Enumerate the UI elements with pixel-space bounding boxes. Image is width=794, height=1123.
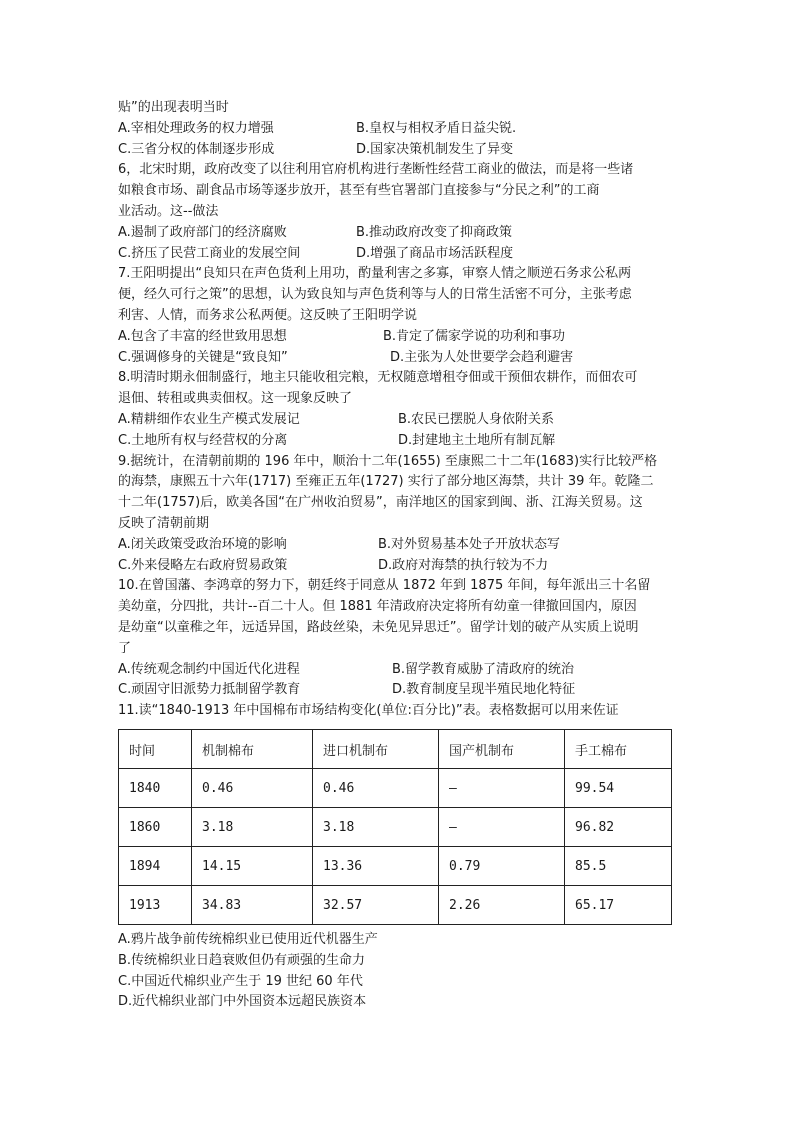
q11-option-d: D.近代棉织业部门中外国资本远超民族资本: [118, 994, 367, 1010]
table-cell: 1840: [119, 769, 192, 808]
q5-options-cd: [118, 140, 678, 161]
q6-stem-line: 如粮食市场、副食品市场等逐步放开，甚至有些官署部门直接参与“分民之利”的工商: [118, 183, 600, 199]
cotton-market-table: [118, 729, 672, 925]
q6-option-c: C.挤压了民营工商业的发展空间: [118, 245, 301, 261]
table-cell: 1860: [119, 808, 192, 847]
q8-stem-line: 8.明清时期永佃制盛行，地主只能收租完粮，无权随意增租夺佃或干预佃农耕作，而佃农可: [118, 370, 638, 386]
table-cell: 13.36: [313, 847, 439, 886]
q7-options-ab: [118, 327, 678, 348]
q8-options-cd: [118, 431, 678, 452]
table-row: [119, 808, 672, 847]
q9-option-a: A.闭关政策受政治环境的影响: [118, 536, 287, 552]
q11-stem-line: 11.读“1840-1913 年中国棉布市场结构变化(单位:百分比)”表。表格数据可以用来佐证: [118, 703, 619, 719]
q9-stem-line: 9.据统计，在清朝前期的 196 年中，顺治十二年(1655) 至康熙二十二年(1683)实行比较严格: [118, 453, 658, 469]
q10-stem-line: 是幼童“以童稚之年，远适异国，路歧丝染，未免见异思迁”。留学计划的破产从实质上说明: [118, 619, 639, 635]
q7-option-a: A.包含了丰富的经世致用思想: [118, 328, 287, 344]
q7-options-cd: [118, 348, 678, 369]
table-cell: 96.82: [565, 808, 672, 847]
q8-stem-line: 退佃、转租或典卖佃权。这一现象反映了: [118, 391, 353, 407]
q10-option-c: C.顽固守旧派势力抵制留学教育: [118, 682, 301, 698]
table-cell: 2.26: [439, 886, 565, 925]
q7-stem-line: 便，经久可行之策”的思想，认为致良知与声色货利等与人的日常生活密不可分，主张考虑: [118, 287, 632, 303]
q10-options-ab: [118, 660, 678, 681]
table-cell: 32.57: [313, 886, 439, 925]
q7-stem-line: 利害、人情，而务求公私两便。这反映了王阳明学说: [118, 307, 418, 323]
q6-options-ab: [118, 223, 678, 244]
question-content: [118, 98, 678, 722]
q7-option-c: C.强调修身的关键是“致良知”: [118, 349, 288, 365]
table-header-row: [119, 730, 672, 769]
q6-option-a: A.遏制了政府部门的经济腐败: [118, 224, 287, 240]
q9-stem-line: 十二年(1757)后，欧美各国“在广州收泊贸易”，南洋地区的国家到闽、浙、江海关贸易。这: [118, 495, 643, 511]
q6-options-cd: [118, 244, 678, 265]
q5-stem-tail: 贴”的出现表明当时: [118, 100, 229, 115]
table-cell: 0.79: [439, 847, 565, 886]
table-header-cell: 时间: [119, 730, 192, 769]
q7-option-b: B.肯定了儒家学说的功利和事功: [383, 328, 566, 344]
table-cell: 65.17: [565, 886, 672, 925]
q11-option-b: B.传统棉织业日趋衰败但仍有顽强的生命力: [118, 952, 366, 968]
table-cell: 99.54: [565, 769, 672, 808]
q11-options: [118, 930, 378, 1013]
table-header-cell: 机制棉布: [192, 730, 313, 769]
q6-option-b: B.推动政府改变了抑商政策: [356, 224, 513, 240]
q9-option-c: C.外来侵略左右政府贸易政策: [118, 557, 288, 573]
q6-stem-line: 业活动。这--做法: [118, 203, 219, 219]
table-cell: 1913: [119, 886, 192, 925]
q11-option-c: C.中国近代棉织业产生于 19 世纪 60 年代: [118, 973, 363, 989]
q6-stem-line: 6，北宋时期，政府改变了以往利用官府机构进行垄断性经营工商业的做法，而是将一些诸: [118, 162, 634, 178]
q5-option-a: A.宰相处理政务的权力增强: [118, 120, 274, 136]
table-row: [119, 886, 672, 925]
q5-option-d: D.国家决策机制发生了异变: [356, 141, 514, 157]
table-cell: 14.15: [192, 847, 313, 886]
table-row: [119, 769, 672, 808]
q5-option-b: B.皇权与相权矛盾日益尖锐.: [356, 120, 517, 136]
q9-stem-line: 反映了清朝前期: [118, 515, 210, 531]
q8-options-ab: [118, 410, 678, 431]
table-cell: 3.18: [192, 808, 313, 847]
q10-option-b: B.留学教育威胁了清政府的统治: [392, 661, 575, 677]
q7-option-d: D.主张为人处世要学会趋利避害: [390, 349, 574, 365]
q9-option-d: D.政府对海禁的执行较为不力: [378, 557, 549, 573]
q11-option-a: A.鸦片战争前传统棉织业已使用近代机器生产: [118, 932, 378, 947]
table-cell: —: [439, 808, 565, 847]
table-header-cell: 手工棉布: [565, 730, 672, 769]
q8-option-c: C.土地所有权与经营权的分离: [118, 432, 288, 448]
table-cell: 3.18: [313, 808, 439, 847]
table-cell: —: [439, 769, 565, 808]
q6-option-d: D.增强了商品市场活跃程度: [356, 245, 514, 261]
table-row: [119, 847, 672, 886]
q10-option-a: A.传统观念制约中国近代化进程: [118, 661, 300, 677]
q9-stem-line: 的海禁，康熙五十六年(1717) 至雍正五年(1727) 实行了部分地区海禁，共计 39 年。乾隆二: [118, 474, 654, 490]
q10-stem-line: 10.在曾国藩、李鸿章的努力下，朝廷终于同意从 1872 年到 1875 年间，每年派出三十名留: [118, 578, 651, 594]
q8-option-b: B.农民已摆脱人身依附关系: [398, 411, 555, 427]
q10-options-cd: [118, 680, 678, 701]
q5-options-ab: [118, 119, 678, 140]
q9-option-b: B.对外贸易基本处子开放状态写: [378, 536, 561, 552]
q7-stem-line: 7.王阳明提出“良知只在声色货利上用功，酌量利害之多寡，审察人情之顺逆石务求公私两: [118, 266, 632, 282]
q10-stem-line: 美幼童，分四批，共计--百二十人。但 1881 年清政府决定将所有幼童一律撤回国内，原因: [118, 599, 637, 615]
q8-option-d: D.封建地主土地所有制瓦解: [398, 432, 556, 448]
q9-options-cd: [118, 556, 678, 577]
table-cell: 85.5: [565, 847, 672, 886]
table-cell: 0.46: [192, 769, 313, 808]
table-header-cell: 国产机制布: [439, 730, 565, 769]
q10-option-d: D.教育制度呈现半殖民地化特征: [392, 682, 576, 698]
q5-option-c: C.三省分权的体制逐步形成: [118, 141, 275, 157]
table-cell: 34.83: [192, 886, 313, 925]
table-header-cell: 进口机制布: [313, 730, 439, 769]
q9-options-ab: [118, 535, 678, 556]
table-cell: 0.46: [313, 769, 439, 808]
q8-option-a: A.精耕细作农业生产模式发展记: [118, 411, 300, 427]
q10-stem-line: 了: [118, 640, 132, 656]
table-cell: 1894: [119, 847, 192, 886]
